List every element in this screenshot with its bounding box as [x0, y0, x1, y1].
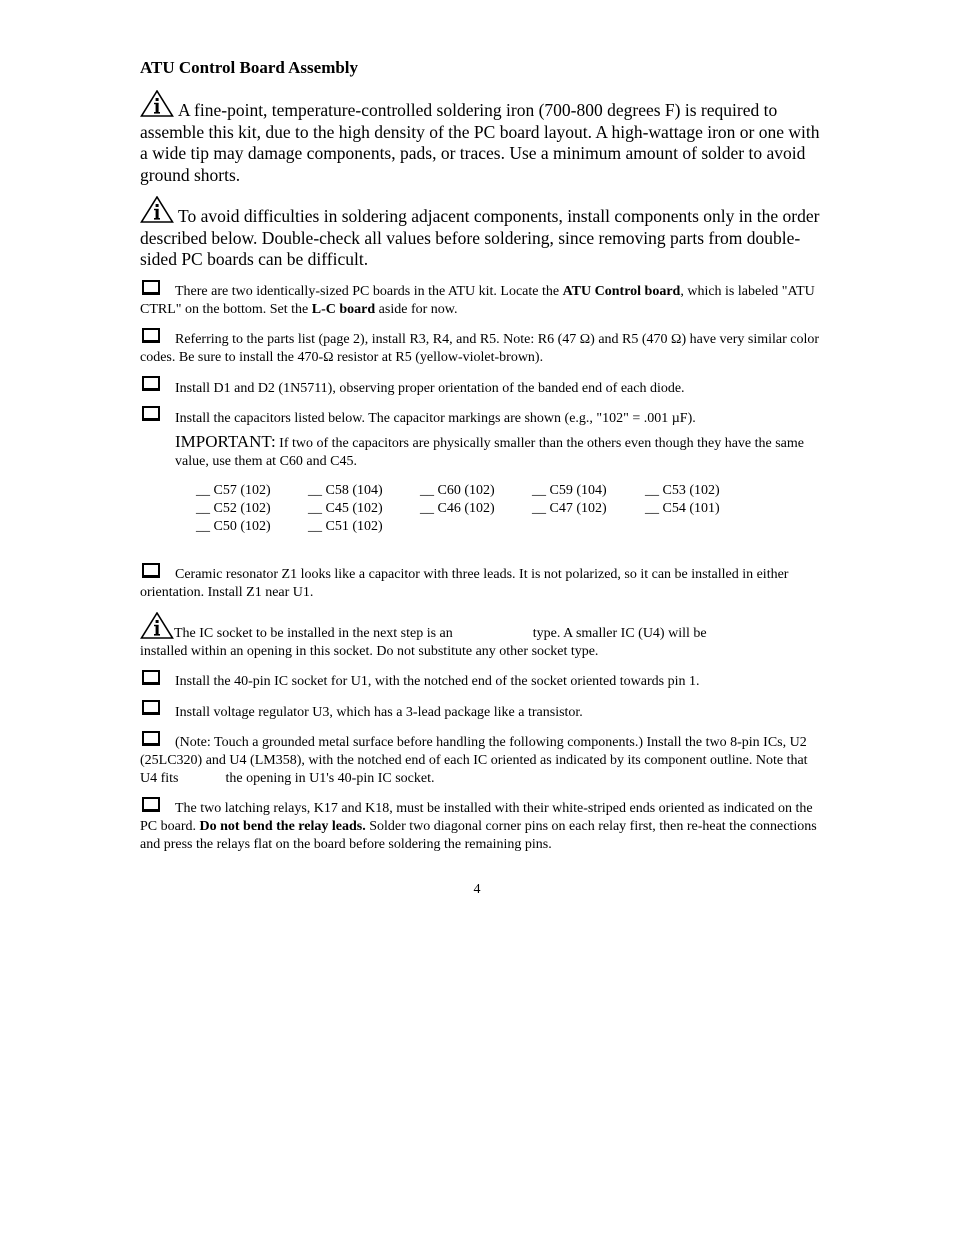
step-checkbox[interactable]	[142, 406, 160, 421]
warning-info-icon	[140, 196, 174, 224]
note-ic-socket-line2: installed within an opening in this socket. Do not substitute any other socket type.	[140, 644, 599, 659]
warning-info-icon	[140, 90, 174, 118]
warning-text: To avoid difficulties in soldering adjacent components, install components only in the order described below. Double-check all values before soldering, since removing parts from double-sided PC boards can be difficult.	[140, 206, 820, 269]
capacitor-item[interactable]: __ C59 (104)	[532, 483, 607, 498]
warning-component-order	[140, 196, 820, 271]
step-locate-board	[140, 283, 820, 319]
step-text: Solder two diagonal corner pins on each relay first, then re-heat the connections and press the relays flat on the board before soldering the remaining pins.	[140, 819, 817, 852]
capacitor-item[interactable]: __ C51 (102)	[308, 519, 383, 534]
step-text-bold: Do not bend the relay leads.	[199, 819, 366, 834]
warning-info-icon	[140, 612, 174, 640]
step-checkbox[interactable]	[142, 700, 160, 715]
capacitor-item[interactable]: __ C53 (102)	[645, 483, 720, 498]
important-note	[175, 433, 815, 471]
step-install-ic-socket: Install the 40-pin IC socket for U1, with the notched end of the socket oriented towards pin 1.	[175, 674, 700, 689]
step-checkbox[interactable]	[142, 376, 160, 391]
page-number: 4	[473, 882, 481, 897]
step-install-resistors: Referring to the parts list (page 2), install R3, R4, and R5. Note: R6 (47 Ω) and R5 (470 Ω) have very similar color codes. Be sure to install the 470-Ω resistor at R5 (yellow-violet-brown).	[140, 332, 820, 365]
step-install-relays	[140, 800, 820, 854]
capacitor-item[interactable]: __ C54 (101)	[645, 501, 720, 516]
step-text: the opening in U1's 40-pin IC socket.	[225, 771, 435, 786]
capacitor-item[interactable]: __ C47 (102)	[532, 501, 607, 516]
capacitor-item[interactable]: __ C58 (104)	[308, 483, 383, 498]
important-label: IMPORTANT:	[175, 432, 276, 451]
capacitor-item[interactable]: __ C60 (102)	[420, 483, 495, 498]
step-install-8pin-ics	[140, 734, 820, 788]
step-text: aside for now.	[375, 302, 458, 317]
warning-soldering-iron	[140, 90, 820, 186]
capacitor-item[interactable]: __ C57 (102)	[196, 483, 271, 498]
step-text: There are two identically-sized PC boards in the ATU kit. Locate the	[175, 284, 563, 299]
warning-text: A fine-point, temperature-controlled soldering iron (700-800 degrees F) is required to assemble this kit, due to the high density of the PC board layout. A high-wattage iron or one with a wide tip may damage components, pads, or traces. Use a minimum amount of solder to avoid ground shorts.	[140, 100, 820, 185]
step-install-diodes: Install D1 and D2 (1N5711), observing proper orientation of the banded end of each diode.	[175, 381, 685, 396]
capacitor-item[interactable]: __ C45 (102)	[308, 501, 383, 516]
page-heading: ATU Control Board Assembly	[140, 58, 359, 77]
step-text-bold: ATU Control board	[562, 284, 681, 299]
step-text: The two latching relays, K17 and K18, must be installed with their white-striped ends oriented as indicated on the PC board.	[140, 801, 813, 834]
step-install-resonator: Ceramic resonator Z1 looks like a capacitor with three leads. It is not polarized, so it can be installed in either orientation. Install Z1 near U1.	[140, 567, 789, 600]
step-checkbox[interactable]	[142, 670, 160, 685]
step-text: , which is labeled "ATU CTRL" on the bottom. Set the	[140, 284, 815, 317]
capacitor-item[interactable]: __ C52 (102)	[196, 501, 271, 516]
step-install-regulator: Install voltage regulator U3, which has a 3-lead package like a transistor.	[175, 705, 583, 720]
capacitor-item[interactable]: __ C46 (102)	[420, 501, 495, 516]
note-text: The IC socket to be installed in the next step is an	[174, 626, 453, 641]
note-text: type. A smaller IC (U4) will be	[532, 626, 707, 641]
capacitor-item[interactable]: __ C50 (102)	[196, 519, 271, 534]
important-text: If two of the capacitors are physically smaller than the others even though they have the same value, use them at C60 and C45.	[175, 436, 804, 469]
step-text-bold: L-C board	[311, 302, 376, 317]
step-install-capacitors: Install the capacitors listed below. The capacitor markings are shown (e.g., "102" = .001 µF).	[175, 411, 696, 426]
note-ic-socket	[140, 612, 820, 643]
step-text: (Note: Touch a grounded metal surface before handling the following components.) Install the two 8-pin ICs, U2 (25LC320) and U4 (LM358), with the notched end of each IC oriented as indicated by its component outline. Note that U4 fits	[140, 735, 808, 786]
